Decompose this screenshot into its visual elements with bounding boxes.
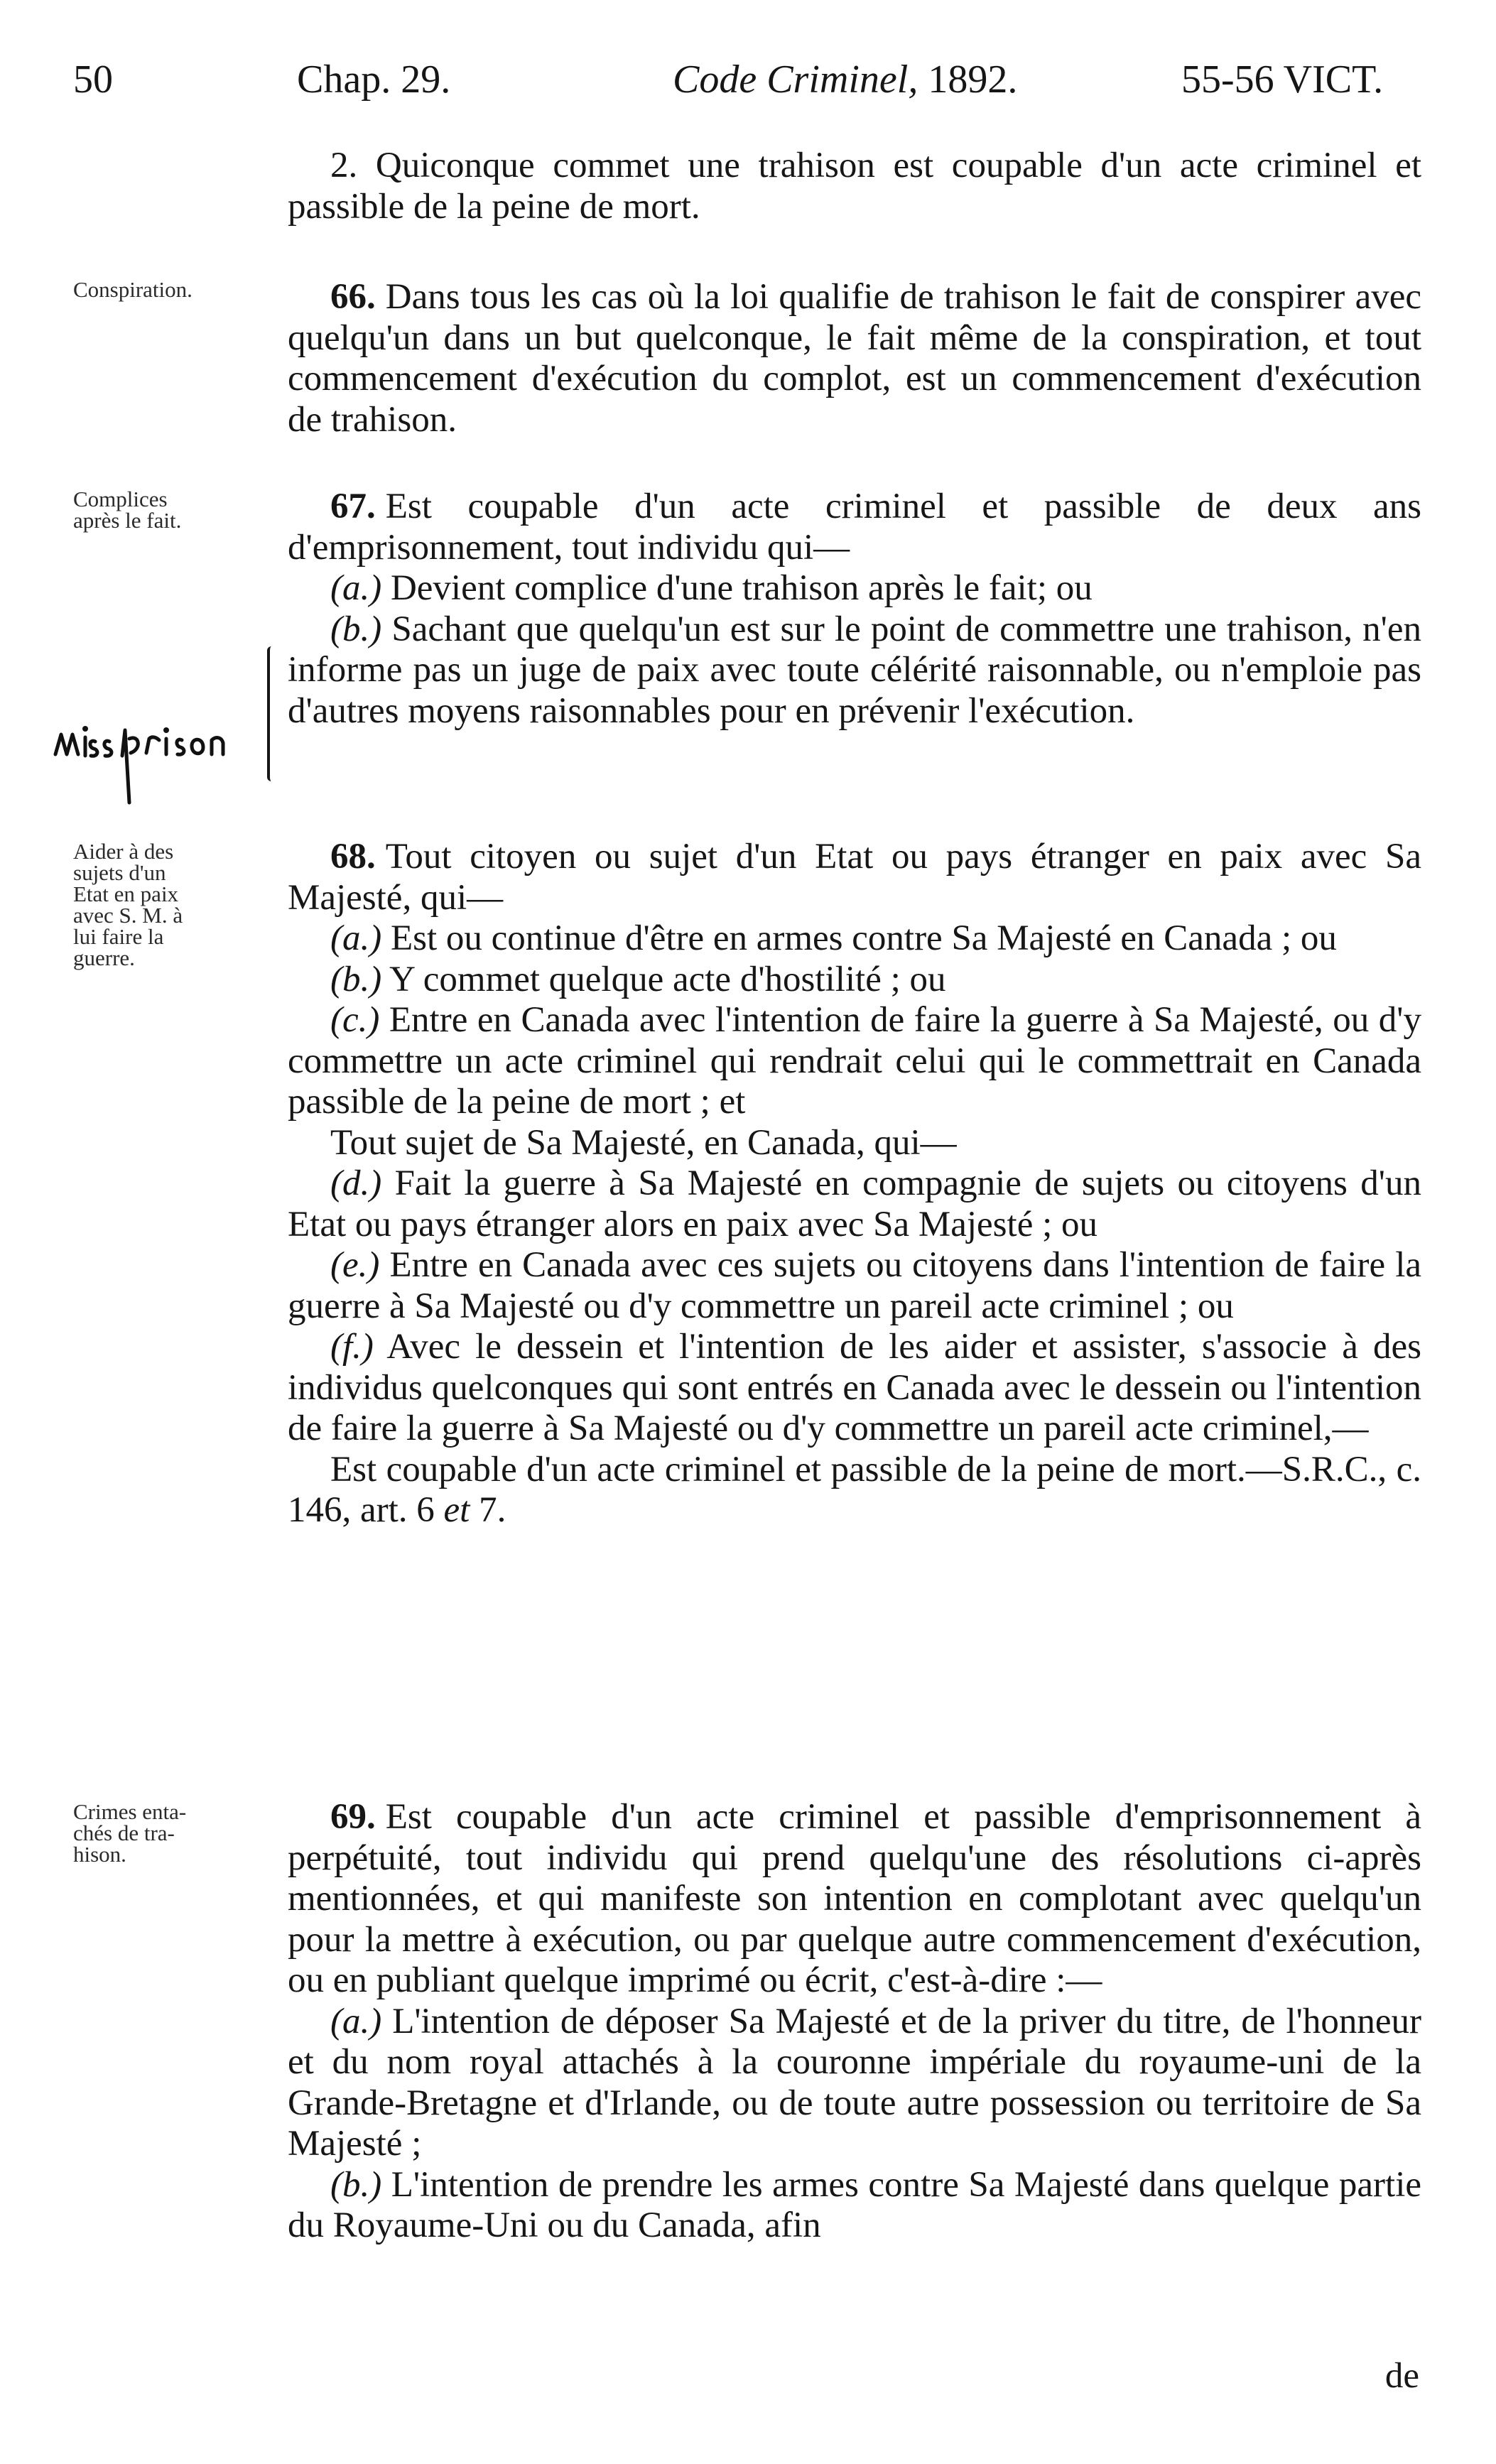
margin-bracket (267, 646, 280, 781)
clause-text: Entre en Canada avec l'intention de faire la guerre à Sa Majesté, ou d'y commettre un acte criminel qui rendrait celui qui le commettrait en Canada passible de la peine de mort ; et (288, 1000, 1421, 1122)
clause-text: Fait la guerre à Sa Majesté en compagnie de sujets ou citoyens d'un Etat ou pays étranger alors en paix avec Sa Majesté ; ou (288, 1163, 1421, 1244)
clause-label: (e.) (330, 1245, 380, 1285)
margin-note-line: hison. (73, 1842, 126, 1867)
running-title (673, 58, 1018, 102)
clause-label: (d.) (330, 1163, 382, 1203)
section-text: Est coupable d'un acte criminel et passible d'emprisonnement à perpétuité, tout individu qui prend quelqu'une des résolutions ci-après mentionnées, et qui manifeste son intention en complotant avec quelqu'un pour la mettre à exécution, ou par quelque autre commencement d'exécution, ou en publiant quelque imprimé ou écrit, c'est-à-dire :— (288, 1797, 1421, 2000)
clause-text: Devient complice d'une trahison après le fait; ou (390, 568, 1093, 608)
clause-b (288, 2165, 1421, 2247)
regnal-year: 55-56 VICT. (1181, 58, 1384, 102)
clause-label: (a.) (330, 568, 382, 608)
page-number: 50 (73, 58, 113, 102)
paragraph (288, 837, 1421, 918)
margin-note-line: chés de tra- (73, 1820, 175, 1845)
margin-note-complices (73, 489, 247, 531)
closing-text: Est coupable d'un acte criminel et passible de la peine de mort.—S.R.C., c. 146, art. 6 (288, 1449, 1421, 1530)
subsection-2 (288, 146, 1421, 227)
clause-label: (a.) (330, 918, 382, 958)
margin-note-line: après le fait. (73, 508, 182, 533)
section-text: Est coupable d'un acte criminel et passible de deux ans d'emprisonnement, tout individu qui— (288, 487, 1421, 568)
margin-note-line: Complices (73, 487, 168, 511)
paragraph (288, 277, 1421, 440)
section-67 (288, 487, 1421, 732)
margin-note-line: sujets d'un (73, 860, 166, 885)
clause-f (288, 1327, 1421, 1450)
margin-note-line: Conspiration. (73, 277, 193, 302)
closing-et: et (443, 1490, 470, 1530)
chapter-label: Chap. 29. (297, 58, 451, 102)
margin-note-crimes (73, 1801, 247, 1865)
margin-note-line: Crimes enta- (73, 1799, 187, 1824)
section-number: 68. (330, 837, 376, 876)
margin-note-line: Aider à des (73, 839, 174, 864)
margin-note-aider (73, 841, 247, 969)
clause-a (288, 2002, 1421, 2165)
clause-b (288, 609, 1421, 732)
section-66 (288, 277, 1421, 440)
paragraph: Tout sujet de Sa Majesté, en Canada, qui— (330, 1122, 957, 1163)
clause-text: Y commet quelque acte d'hostilité ; ou (389, 959, 946, 999)
clause-label: (b.) (330, 609, 382, 649)
margin-note-conspiration (73, 279, 247, 300)
margin-note-line: avec S. M. à (73, 903, 183, 928)
clause-text: Entre en Canada avec ces sujets ou citoyens dans l'intention de faire la guerre à Sa Majesté ou d'y commettre un pareil acte criminel ; ou (288, 1245, 1421, 1326)
section-number: 66. (330, 277, 376, 317)
margin-note-line: guerre. (73, 945, 135, 970)
running-title-year: 1892. (928, 58, 1018, 102)
clause-text: Sachant que quelqu'un est sur le point de commettre une trahison, n'en informe pas un juge de paix avec toute célérité raisonnable, ou n'emploie pas d'autres moyens raisonnables pour en prévenir l'exécution. (288, 609, 1421, 731)
paragraph (288, 1450, 1421, 1531)
paragraph (288, 487, 1421, 568)
clause-label: (b.) (330, 2164, 382, 2205)
section-68 (288, 837, 1421, 1531)
annotation-dot (163, 727, 169, 733)
section-69 (288, 1797, 1421, 2247)
clause-text: Est ou continue d'être en armes contre Sa Majesté en Canada ; ou (390, 918, 1337, 958)
annotation-dot (82, 726, 88, 732)
catchword: de (1384, 2356, 1419, 2396)
clause-e (288, 1245, 1421, 1327)
section-number: 67. (330, 487, 376, 526)
section-number: 69. (330, 1797, 376, 1837)
running-title-text: Code Criminel, (673, 58, 918, 102)
clause-c (288, 1000, 1421, 1123)
clause-label: (a.) (330, 2001, 382, 2041)
clause-text: Avec le dessein et l'intention de les aider et assister, s'associe à des individus quelconques qui sont entrés en Canada avec le dessein ou l'intention de faire la guerre à Sa Majesté ou d'y commettre un pareil acte criminel,— (288, 1327, 1422, 1448)
clause-label: (b.) (330, 959, 382, 999)
section-text: Tout citoyen ou sujet d'un Etat ou pays étranger en paix avec Sa Majesté, qui— (288, 837, 1421, 918)
paragraph: 2. Quiconque commet une trahison est coupable d'un acte criminel et passible de la peine de mort. (288, 146, 1421, 227)
clause-d (288, 1163, 1421, 1245)
clause-text: L'intention de déposer Sa Majesté et de la priver du titre, de l'honneur et du nom royal attachés à la couronne impériale du royaume-uni de la Grande-Bretagne et d'Irlande, ou de toute autre possession ou territoire de Sa Majesté ; (288, 2001, 1421, 2164)
margin-note-line: Etat en paix (73, 881, 179, 906)
closing-number: 7. (479, 1490, 506, 1530)
section-text: Dans tous les cas où la loi qualifie de trahison le fait de conspirer avec quelqu'un dans un but quelconque, le fait même de la conspiration, et tout commencement d'exécution du complot, est un commencement d'exécution de trahison. (288, 277, 1421, 440)
clause-label: (c.) (330, 1000, 380, 1040)
clause-text: L'intention de prendre les armes contre Sa Majesté dans quelque partie du Royaume-Uni ou du Canada, afin (288, 2164, 1422, 2245)
clause-label: (f.) (330, 1327, 374, 1367)
clause-a (288, 918, 1421, 960)
clause-a (288, 568, 1421, 609)
clause-b (288, 960, 1421, 1001)
margin-note-line: lui faire la (73, 924, 164, 949)
handwritten-annotation (51, 710, 264, 810)
paragraph (288, 1797, 1421, 2002)
